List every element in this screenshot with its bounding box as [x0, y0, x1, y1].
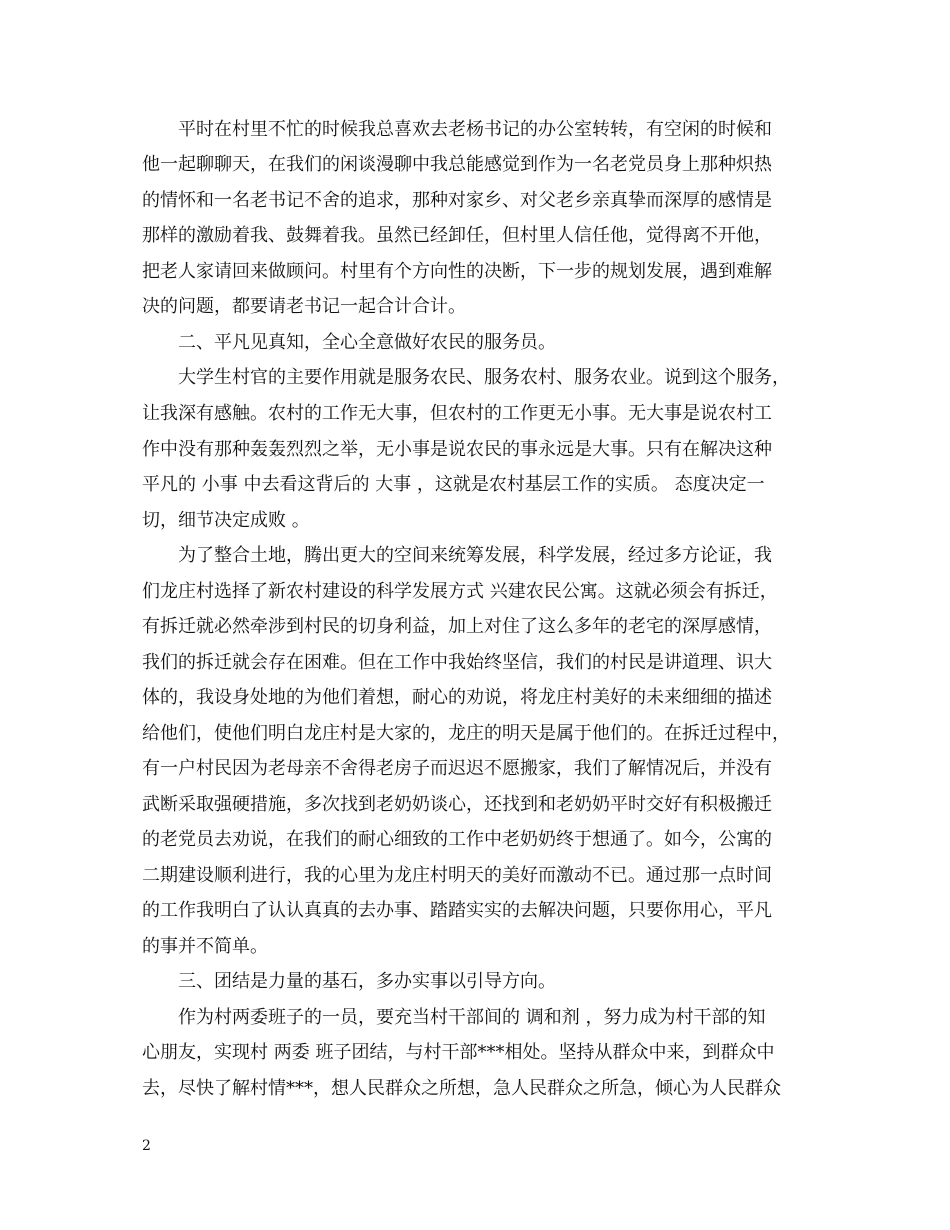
- text-line: 有拆迁就必然牵涉到村民的切身利益，加上对住了这么多年的老宅的深厚感情，: [142, 616, 772, 637]
- text-line: 的老党员去劝说，在我们的耐心细致的工作中老奶奶终于想通了。如今，公寓的: [142, 829, 772, 850]
- text-line: 武断采取强硬措施，多次找到老奶奶谈心，还找到和老奶奶平时交好有积极搬迁: [142, 794, 772, 815]
- text-line: 平凡的 小事 中去看这背后的 大事 ，这就是农村基层工作的实质。 态度决定一: [142, 474, 765, 495]
- text-line: 去，尽快了解村情***，想人民群众之所想，急人民群众之所急，倾心为人民群众: [142, 1078, 781, 1099]
- text-line: 作中没有那种轰轰烈烈之举，无小事是说农民的事永远是大事。只有在解决这种: [142, 439, 772, 460]
- text-line: 大学生村官的主要作用就是服务农民、服务农村、服务农业。说到这个服务，: [142, 367, 790, 388]
- text-line: 二、平凡见真知，全心全意做好农民的服务员。: [142, 332, 556, 353]
- text-line: 我们的拆迁就会存在困难。但在工作中我始终坚信，我们的村民是讲道理、识大: [142, 652, 772, 673]
- text-line: 为了整合土地，腾出更大的空间来统筹发展，科学发展，经过多方论证，我: [142, 545, 772, 566]
- text-line: 们龙庄村选择了新农村建设的科学发展方式 兴建农民公寓。这就必须会有拆迁，: [142, 581, 778, 602]
- text-line: 二期建设顺利进行，我的心里为龙庄村明天的美好而激动不已。通过那一点时间: [142, 865, 772, 886]
- text-line: 体的，我设身处地的为他们着想，耐心的劝说，将龙庄村美好的未来细细的描述: [142, 687, 772, 708]
- text-line: 心朋友，实现村 两委 班子团结，与村干部***相处。坚持从群众中来，到群众中: [142, 1042, 775, 1063]
- text-line: 决的问题，都要请老书记一起合计合计。: [142, 296, 466, 317]
- text-line: 让我深有感触。农村的工作无大事，但农村的工作更无小事。无大事是说农村工: [142, 403, 772, 424]
- text-line: 平时在村里不忙的时候我总喜欢去老杨书记的办公室转转，有空闲的时候和: [142, 119, 772, 140]
- text-line: 的事并不简单。: [142, 936, 268, 957]
- text-line: 作为村两委班子的一员，要充当村干部间的 调和剂 ，努力成为村干部的知: [142, 1007, 766, 1028]
- text-line: 那样的激励着我、鼓舞着我。虽然已经卸任，但村里人信任他，觉得离不开他，: [142, 225, 772, 246]
- text-line: 有一户村民因为老母亲不舍得老房子而迟迟不愿搬家，我们了解情况后，并没有: [142, 758, 772, 779]
- text-line: 三、团结是力量的基石，多办实事以引导方向。: [142, 971, 556, 992]
- text-line: 切，细节决定成败 。: [142, 510, 310, 531]
- page-number: 2: [142, 1138, 151, 1154]
- text-line: 的工作我明白了认认真真的去办事、踏踏实实的去解决问题，只要你用心，平凡: [142, 900, 772, 921]
- text-line: 把老人家请回来做顾问。村里有个方向性的决断，下一步的规划发展，遇到难解: [142, 261, 772, 282]
- text-line: 他一起聊聊天，在我们的闲谈漫聊中我总能感觉到作为一名老党员身上那种炽热: [142, 154, 772, 175]
- text-line: 的情怀和一名老书记不舍的追求，那种对家乡、对父老乡亲真挚而深厚的感情是: [142, 190, 772, 211]
- text-line: 给他们，使他们明白龙庄村是大家的，龙庄的明天是属于他们的。在拆迁过程中，: [142, 723, 790, 744]
